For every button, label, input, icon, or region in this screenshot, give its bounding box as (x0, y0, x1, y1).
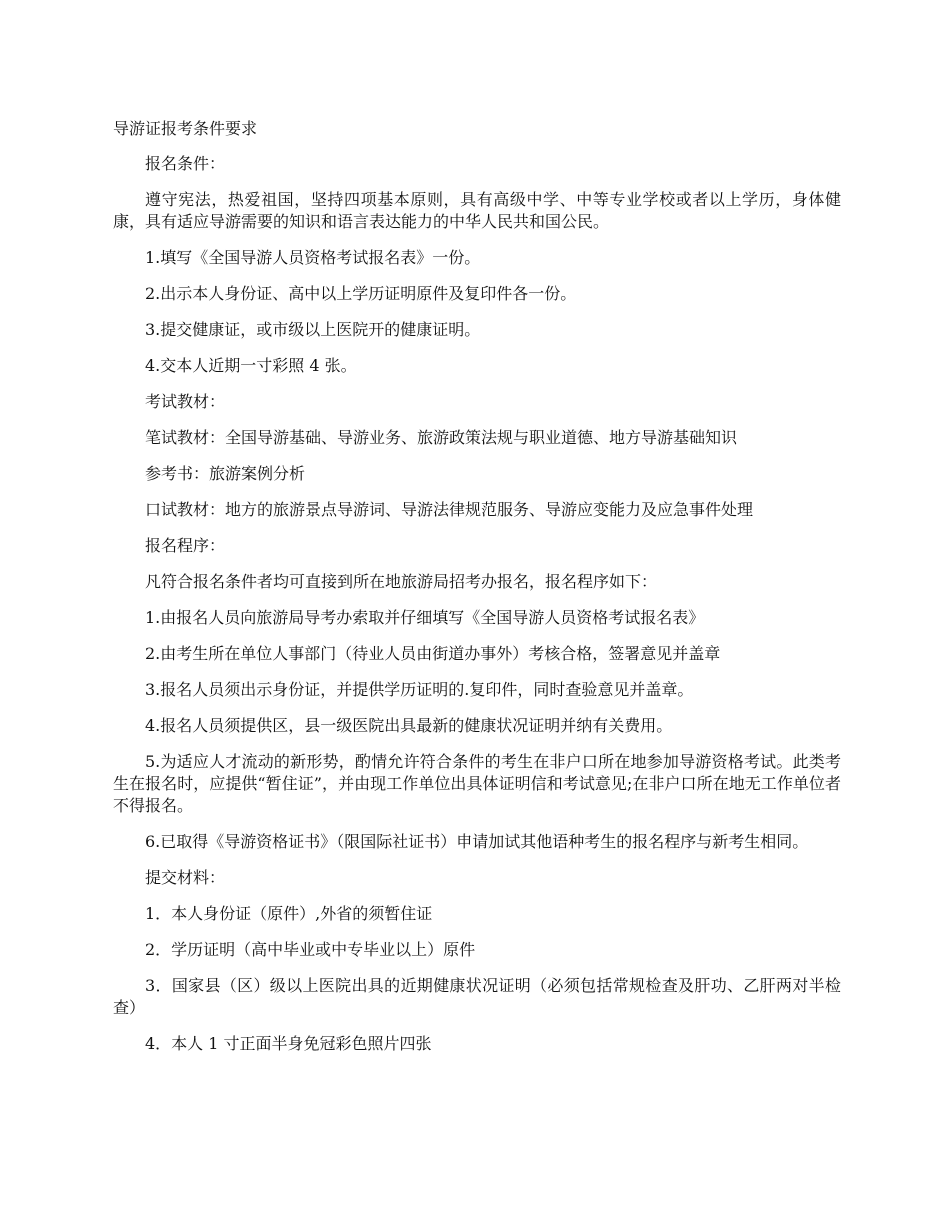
paragraph-written-materials: 笔试教材：全国导游基础、导游业务、旅游政策法规与职业道德、地方导游基础知识 (145, 428, 738, 447)
list-item: 4．本人 1 寸正面半身免冠彩色照片四张 (145, 1034, 432, 1053)
list-item: 3.报名人员须出示身份证，并提供学历证明的.复印件，同时查验意见并盖章。 (145, 680, 694, 699)
paragraph-reference-book: 参考书：旅游案例分析 (145, 464, 306, 483)
list-item: 1.填写《全国导游人员资格考试报名表》一份。 (145, 248, 481, 267)
paragraph-eligibility: 遵守宪法，热爱祖国，坚持四项基本原则，具有高级中学、中等专业学校或者以上学历，身体健康，具有适应导游需要的知识和语言表达能力的中华人民共和国公民。 (113, 190, 841, 231)
list-item: 2.出示本人身份证、高中以上学历证明原件及复印件各一份。 (145, 284, 577, 303)
section-heading-registration-conditions: 报名条件： (145, 154, 226, 173)
paragraph-procedure-intro: 凡符合报名条件者均可直接到所在地旅游局招考办报名，报名程序如下： (145, 572, 658, 591)
list-item: 1.由报名人员向旅游局导考办索取并仔细填写《全国导游人员资格考试报名表》 (145, 608, 705, 627)
section-heading-registration-procedure: 报名程序： (145, 536, 226, 555)
list-item: 4.交本人近期一寸彩照 4 张。 (145, 356, 357, 375)
document-title: 导游证报考条件要求 (113, 119, 258, 138)
list-item: 6.已取得《导游资格证书》（限国际社证书）申请加试其他语种考生的报名程序与新考生相同。 (145, 832, 809, 851)
list-item: 2.由考生所在单位人事部门（待业人员由街道办事外）考核合格，签署意见并盖章 (145, 644, 721, 663)
list-item: 3.提交健康证，或市级以上医院开的健康证明。 (145, 320, 481, 339)
list-item: 4.报名人员须提供区，县一级医院出具最新的健康状况证明并纳有关费用。 (145, 716, 673, 735)
document-page (113, 118, 841, 1069)
list-item: 2．学历证明（高中毕业或中专毕业以上）原件 (145, 940, 476, 959)
list-item: 1．本人身份证（原件）,外省的须暂住证 (145, 904, 433, 923)
list-item: 5.为适应人才流动的新形势，酌情允许符合条件的考生在非户口所在地参加导游资格考试。此类考生在报名时，应提供“暂住证”，并由现工作单位出具体证明信和考试意见;在非户口所在地无工作单位者不得报名。 (113, 752, 841, 815)
section-heading-submission-materials: 提交材料： (145, 868, 226, 887)
list-item: 3．国家县（区）级以上医院出具的近期健康状况证明（必须包括常规检查及肝功、乙肝两对半检查） (113, 976, 841, 1017)
section-heading-exam-materials: 考试教材： (145, 392, 226, 411)
paragraph-oral-materials: 口试教材：地方的旅游景点导游词、导游法律规范服务、导游应变能力及应急事件处理 (145, 500, 754, 519)
